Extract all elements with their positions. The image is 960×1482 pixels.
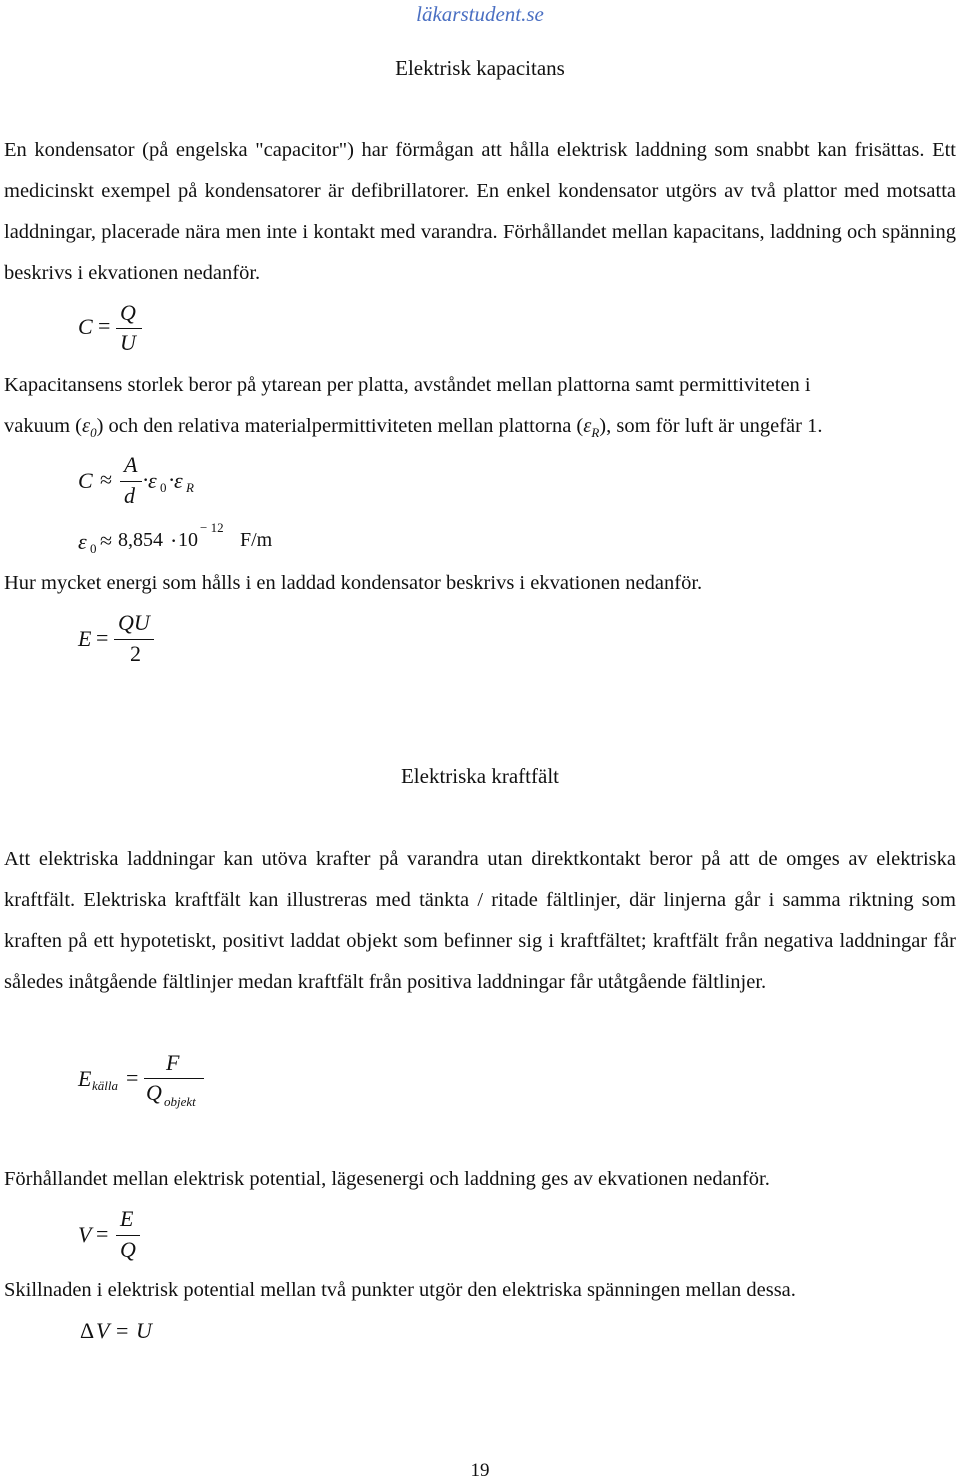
- eq3-epsilon0: ε: [78, 529, 87, 554]
- section-title-electric-field: Elektriska kraftfält: [400, 764, 559, 788]
- eq5-fraction-bar: [144, 1078, 204, 1079]
- eq2-approx: ≈: [100, 467, 113, 492]
- eq3-exponent: − 12: [200, 520, 224, 535]
- eq4-fraction-bar: [114, 639, 154, 640]
- eq2-epsilon0: ε: [148, 468, 157, 493]
- symbol-epsilon: ε: [82, 415, 91, 437]
- text-relative: ) och den relativa materialpermittiviteten mellan plattorna (: [96, 415, 584, 437]
- eq6-fraction-bar: [116, 1235, 140, 1236]
- eq7-lhs: V: [96, 1318, 110, 1343]
- eq5-denominator-subscript: objekt: [164, 1094, 196, 1109]
- equation-potential: [78, 1206, 178, 1268]
- paragraph-permittivity-line1: Kapacitansens storlek beror på ytarean per platta, avståndet mellan plattorna samt permittiviteten i: [4, 374, 811, 396]
- symbol-subscript: R: [591, 425, 600, 441]
- eq5-lhs-subscript: källa: [92, 1078, 118, 1093]
- eq1-equals: =: [98, 313, 111, 338]
- site-header-link[interactable]: läkarstudent.se: [416, 2, 544, 26]
- eq3-unit: F/m: [240, 529, 273, 551]
- eq3-approx: ≈: [100, 528, 113, 553]
- eq4-denominator: 2: [130, 641, 141, 666]
- section-title-capacitance: Elektrisk kapacitans: [395, 56, 565, 80]
- eq6-numerator: E: [120, 1206, 134, 1231]
- eq2-numerator: A: [124, 452, 138, 477]
- eq4-lhs: E: [78, 626, 92, 651]
- eq3-dot: ·: [170, 528, 178, 553]
- eq4-numerator: QU: [118, 610, 150, 635]
- equation-vacuum-permittivity: [78, 522, 298, 562]
- equation-field-strength: [78, 1050, 238, 1112]
- eq5-numerator: F: [166, 1050, 180, 1075]
- page-number: 19: [470, 1460, 490, 1481]
- eq2-subR: R: [186, 480, 194, 495]
- paragraph-capacitor-intro: En kondensator (på engelska "capacitor") har förmågan att hålla elektrisk laddning som snabbt kan frisättas. Ett medicinskt exempel på kondensatorer är defibrillatorer. En enkel kondensator utgörs av två plattor med motsatta laddningar, placerade nära men inte i kontakt med varandra. Förhållandet mellan kapacitans, laddning och spänning beskrivs i ekvationen nedanför.: [4, 139, 956, 284]
- text-air: ), som för luft är ungefär 1.: [599, 415, 823, 437]
- eq7-equals: =: [116, 1318, 129, 1343]
- eq4-equals: =: [96, 625, 109, 650]
- eq5-denominator: Q: [146, 1080, 162, 1105]
- paragraph-energy: Hur mycket energi som hålls i en laddad kondensator beskrivs i ekvationen nedanför.: [4, 572, 703, 594]
- paragraph-permittivity-line2: [4, 415, 822, 441]
- equation-plate-capacitance: [78, 452, 278, 512]
- symbol-epsilon: ε: [583, 415, 592, 437]
- eq3-sub0: 0: [90, 541, 97, 556]
- eq1-numerator: Q: [120, 300, 136, 325]
- symbol-subscript: 0: [90, 425, 97, 441]
- paragraph-potential: Förhållandet mellan elektrisk potential, lägesenergi och laddning ges av ekvationen nedanför.: [4, 1168, 770, 1190]
- eq5-lhs: E: [78, 1066, 92, 1091]
- eq3-mantissa: 8,854: [118, 529, 163, 551]
- eq6-equals: =: [96, 1221, 109, 1246]
- paragraph-electric-field: Att elektriska laddningar kan utöva krafter på varandra utan direktkontakt beror på att de omges av elektriska kraftfält. Elektriska kraftfält kan illustreras med tänkta / ritade fältlinjer, där linjerna går i samma riktning som kraften på ett hypotetiskt, positivt laddat objekt som befinner sig i kraftfältet; kraftfält från negativa laddningar får således inåtgående fältlinjer medan kraftfält från positiva laddningar får utåtgående fältlinjer.: [4, 848, 956, 993]
- eq1-denominator: U: [120, 330, 136, 355]
- eq3-base: 10: [178, 529, 198, 551]
- eq2-dot: ·: [142, 467, 150, 492]
- text-vakuum: vakuum (: [4, 415, 82, 437]
- eq5-equals: =: [126, 1065, 139, 1090]
- eq2-lhs: C: [78, 468, 93, 493]
- eq2-fraction-bar: [120, 481, 142, 482]
- eq1-fraction-bar: [116, 328, 142, 329]
- eq1-lhs: C: [78, 314, 93, 339]
- equation-energy: [78, 610, 198, 672]
- equation-voltage: [80, 1318, 200, 1348]
- eq6-denominator: Q: [120, 1237, 136, 1262]
- eq7-rhs: U: [136, 1318, 152, 1343]
- eq7-delta: Δ: [80, 1318, 95, 1343]
- eq2-denominator: d: [124, 483, 135, 508]
- eq2-epsilonR: ε: [174, 468, 183, 493]
- eq2-dot2: ·: [168, 467, 176, 492]
- eq2-sub0: 0: [160, 480, 167, 495]
- paragraph-voltage: Skillnaden i elektrisk potential mellan två punkter utgör den elektriska spänningen mellan dessa.: [4, 1279, 796, 1301]
- equation-capacitance: [78, 300, 168, 360]
- eq6-lhs: V: [78, 1222, 92, 1247]
